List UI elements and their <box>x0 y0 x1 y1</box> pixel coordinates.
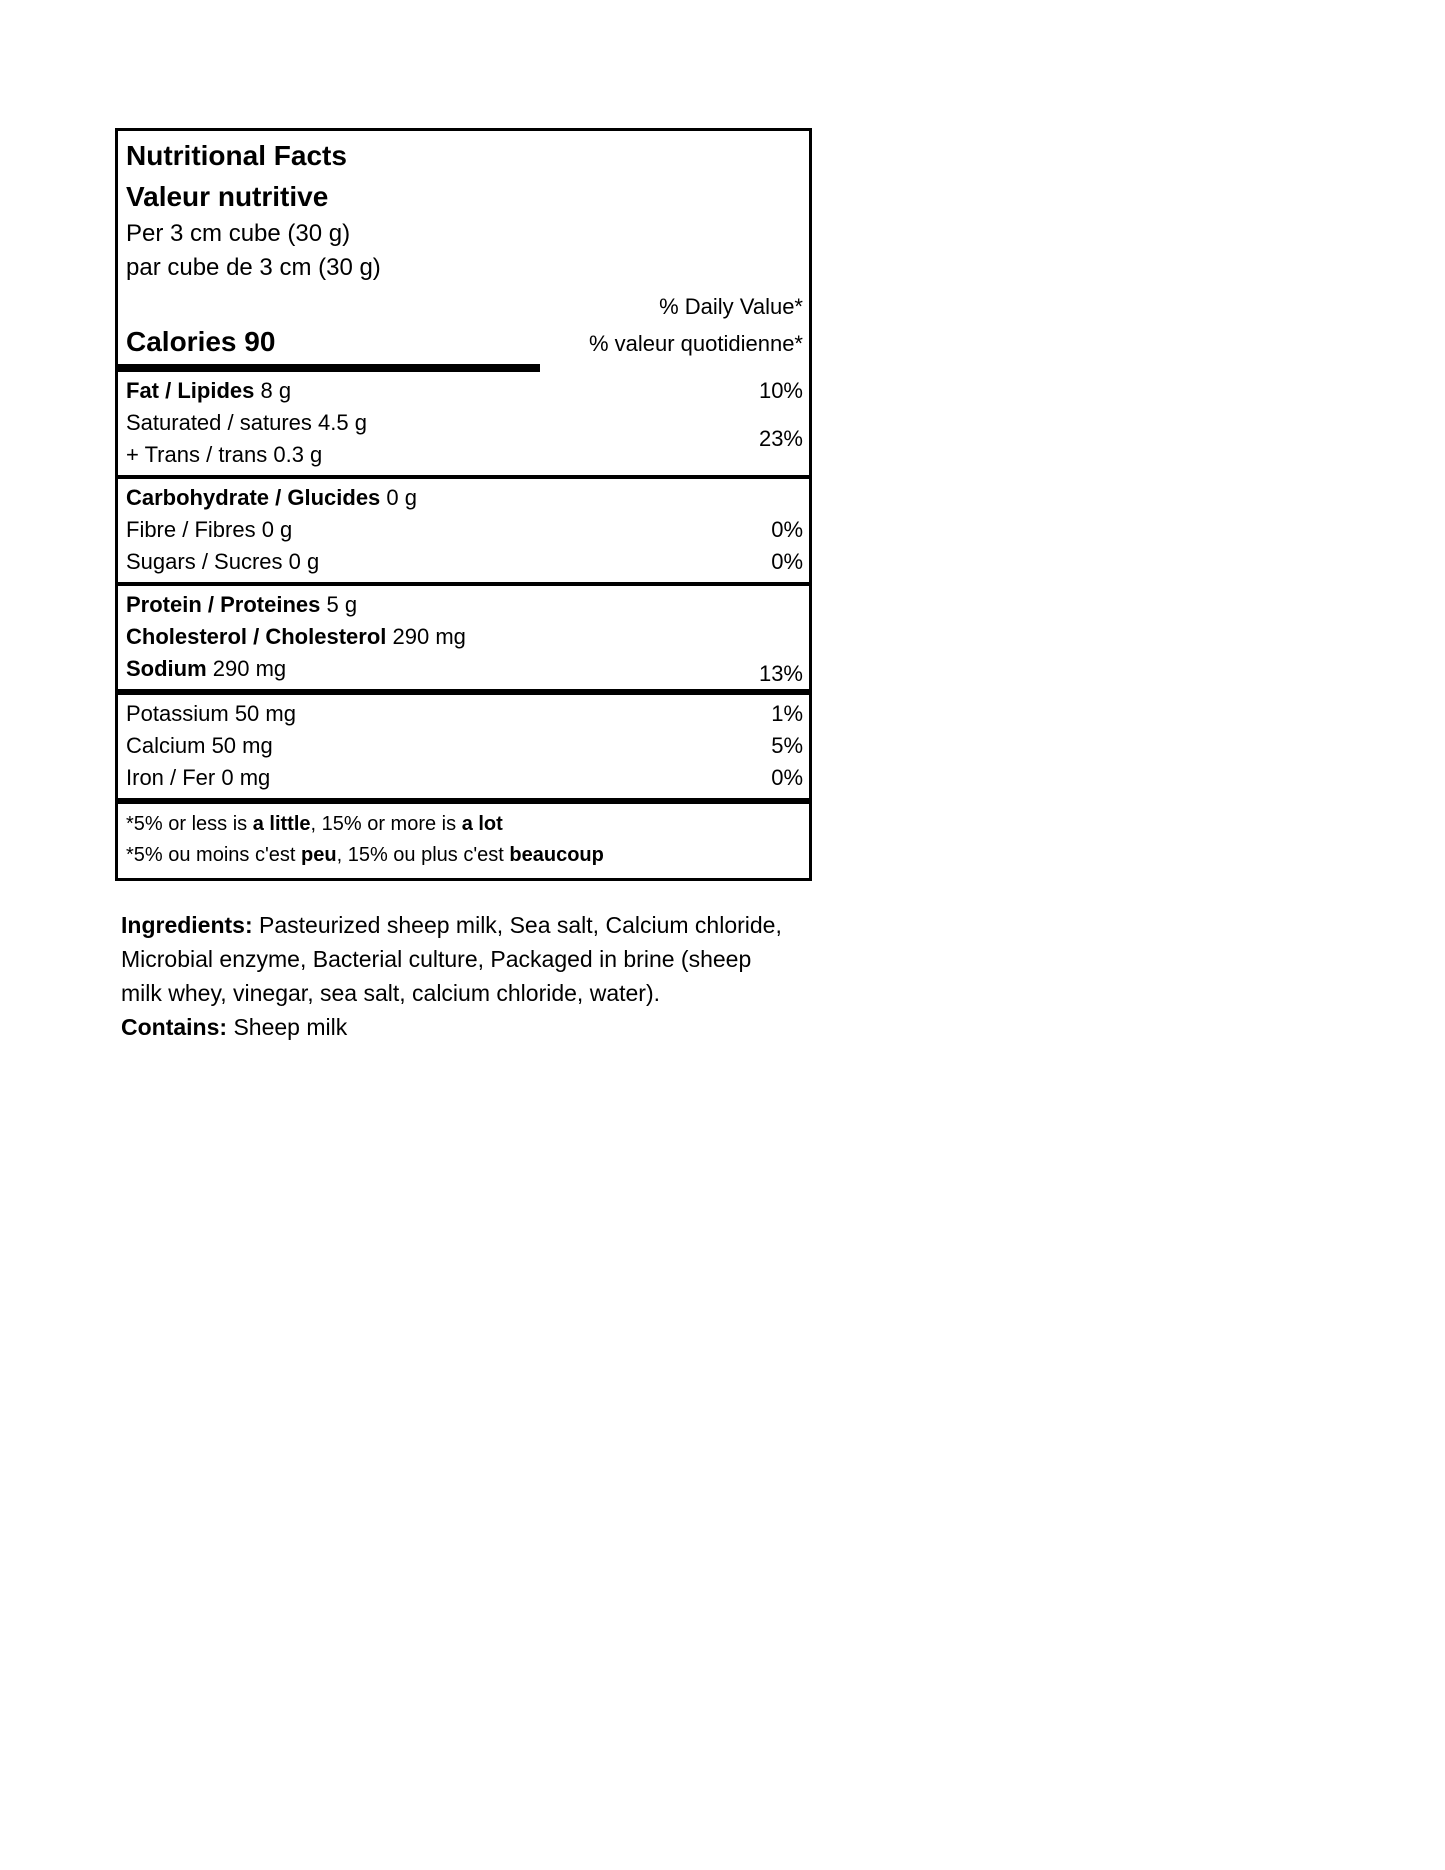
sugars-row: Sugars / Sucres 0 g 0% <box>126 546 803 578</box>
saturated-trans-percent: 23% <box>758 426 803 451</box>
serving-size-fr: par cube de 3 cm (30 g) <box>126 254 381 281</box>
potassium-row: Potassium 50 mg 1% <box>126 698 803 730</box>
sodium-row: Sodium 290 mg 13% <box>126 653 803 685</box>
ingredients-line-2: Microbial enzyme, Bacterial culture, Packaged in brine (sheep <box>121 946 752 972</box>
serving-size-en: Per 3 cm cube (30 g) <box>126 220 351 247</box>
carbohydrate-row: Carbohydrate / Glucides 0 g <box>126 485 417 510</box>
ingredients-line-3: milk whey, vinegar, sea salt, calcium chloride, water). <box>121 980 660 1006</box>
sugars-percent: 0% <box>771 549 803 574</box>
ingredients-block <box>121 908 782 1044</box>
footnote-fr: *5% ou moins c'est peu, 15% ou plus c'est beaucoup <box>126 844 604 866</box>
carbohydrate-section <box>118 475 809 582</box>
protein-row: Protein / Proteines 5 g <box>126 592 358 617</box>
saturated-fat-row: Saturated / satures 4.5 g <box>126 410 367 435</box>
fat-row: Fat / Lipides 8 g <box>126 378 292 403</box>
fibre-percent: 0% <box>771 517 803 542</box>
daily-value-header-en: % Daily Value* <box>659 294 803 319</box>
footnote-en: *5% or less is a little, 15% or more is a lot <box>126 813 503 835</box>
iron-row: Iron / Fer 0 mg 0% <box>126 762 803 794</box>
calcium-row: Calcium 50 mg 5% <box>126 730 803 762</box>
potassium-percent: 1% <box>771 701 803 726</box>
title-fr: Valeur nutritive <box>126 181 329 212</box>
fat-section <box>118 372 809 475</box>
protein-section <box>118 582 809 689</box>
calories-row <box>126 323 803 361</box>
calories-underline-rule <box>118 364 540 372</box>
fibre-row: Fibre / Fibres 0 g 0% <box>126 514 803 546</box>
trans-fat-row: + Trans / trans 0.3 g <box>126 442 323 467</box>
minerals-section <box>118 689 809 798</box>
daily-value-header-fr: % valeur quotidienne* <box>588 331 803 356</box>
fat-percent: 10% <box>758 378 803 403</box>
contains-line: Contains: Sheep milk <box>121 1014 348 1040</box>
calcium-percent: 5% <box>771 733 803 758</box>
footnote-section <box>118 798 809 878</box>
sodium-percent: 13% <box>758 661 803 686</box>
table-header <box>118 131 809 372</box>
calories-value: Calories 90 <box>126 326 276 357</box>
nutrition-facts-table <box>115 128 812 881</box>
title-en: Nutritional Facts <box>126 140 347 171</box>
iron-percent: 0% <box>771 765 803 790</box>
ingredients-line-1: Ingredients: Pasteurized sheep milk, Sea salt, Calcium chloride, <box>121 912 782 938</box>
cholesterol-row: Cholesterol / Cholesterol 290 mg <box>126 624 466 649</box>
